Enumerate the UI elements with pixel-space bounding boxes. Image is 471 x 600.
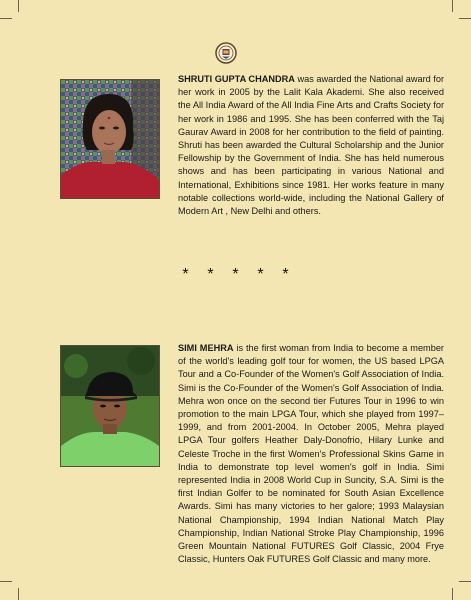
crop-mark (459, 581, 471, 582)
crop-mark (18, 588, 19, 600)
simi-mehra-photo (60, 345, 160, 467)
star-divider (180, 266, 291, 284)
star-icon: * (257, 266, 264, 283)
star-icon: * (182, 266, 189, 283)
star-icon: * (232, 266, 239, 283)
bio-simi-mehra (178, 342, 444, 566)
crop-mark (452, 0, 453, 12)
name-simi-mehra: SIMI MEHRA (178, 343, 234, 353)
bio-text: is the first woman from India to become a member of the world's leading golf tour for women, the US based LPGA Tour and a Co-Founder of the Women's Golf Association of India. Simi is the Co-Founder of the Women's Golf Association of India. Mehra won once on the second tier Futures Tour in 1996 to win promotion to the main LPGA Tour, which she played from 1997–1999, and from 2001-2004. In October 2005, Mehra played LPGA Tour golfers Heather Daly-Donofrio, Hilary Lunke and Celeste Troche in the first Women's Professional Skins Game in India to demonstrate top level women's golf in India. Simi represented India in 2008 World Cup in Suncity, S.A. Simi is the first Indian Golfer to be nominated for South Asian Excellence Awards. Simi has many victories to her galore; 1993 Malaysian National Championship, 1994 Indian National Match Play Championship, Indian National Stroke Play Championship, 1996 Green Mountain National FUTURES Golf Classic, 2004 Frye Classic, Hunters Oak FUTURES Golf Classic and many more. (178, 343, 444, 565)
crop-mark (459, 18, 471, 19)
star-icon: * (207, 266, 214, 283)
name-shruti-gupta-chandra: SHRUTI GUPTA CHANDRA (178, 74, 295, 84)
bio-text: was awarded the National award for her work in 2005 by the Lalit Kala Akademi. She also received the All India Award of the All India Fine Arts and Crafts Society for her work in 1986 and 1995. She has been conferred with the Taj Gaurav Award in 2008 for her contribution to the field of painting. Shruti has been awarded the Cultural Scholarship and the Junior Fellowship by the Government of India. She has held numerous shows and has been participating in various National and International, Exhibitions since 1981. Her works feature in many notable collections world-wide, including the National Gallery of Modern Art , New Delhi and others. (178, 74, 445, 217)
crop-mark (0, 18, 12, 19)
crop-mark (18, 0, 19, 12)
star-icon: * (282, 266, 289, 283)
shruti-gupta-chandra-photo (60, 79, 160, 199)
crop-mark (0, 581, 12, 582)
emblem-icon (215, 42, 237, 64)
bio-shruti-gupta-chandra (178, 73, 444, 218)
crop-mark (452, 588, 453, 600)
